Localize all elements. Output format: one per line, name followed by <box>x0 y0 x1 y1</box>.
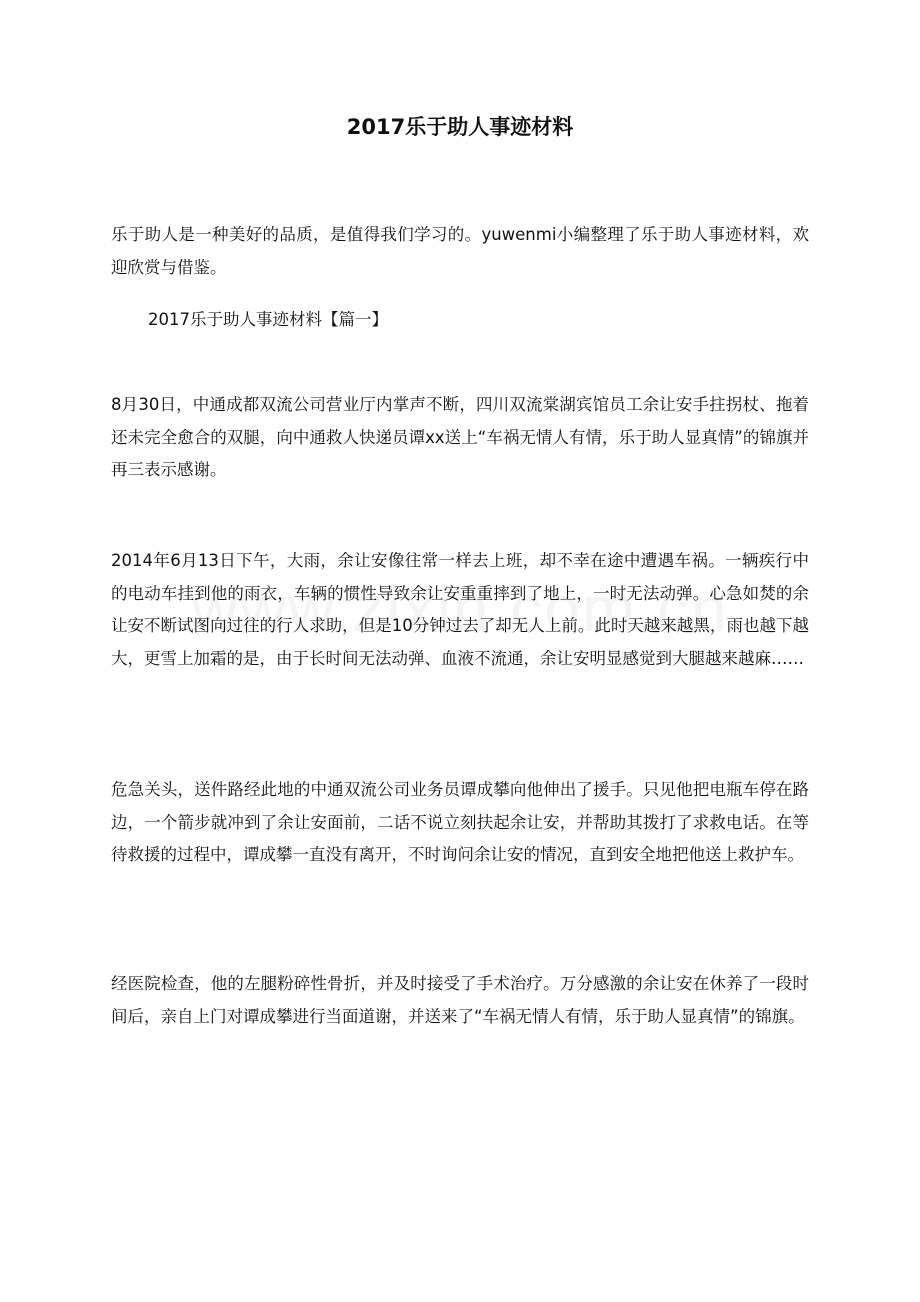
body-paragraph-2: 2014年6月13日下午，大雨，余让安像往常一样去上班，却不幸在途中遭遇车祸。一辆疾行中的电动车挂到他的雨衣，车辆的惯性导致余让安重重摔到了地上，一时无法动弹。心急如焚的余让安不断试图向过往的行人求助，但是10分钟过去了却无人上前。此时天越来越黑，雨也越下越大，更雪上加霜的是，由于长时间无法动弹、血液不流通，余让安明显感觉到大腿越来越麻…… <box>111 551 809 668</box>
document-title: 2017乐于助人事迹材料 <box>346 115 574 139</box>
intro-paragraph: 乐于助人是一种美好的品质，是值得我们学习的。yuwenmi小编整理了乐于助人事迹材料，欢迎欣赏与借鉴。 <box>111 225 809 277</box>
body-paragraph-1: 8月30日，中通成都双流公司营业厅内掌声不断，四川双流棠湖宾馆员工余让安手拄拐杖、拖着还未完全愈合的双腿，向中通救人快递员谭xx送上“车祸无情人有情，乐于助人显真情”的锦旗并再三表示感谢。 <box>111 395 809 479</box>
body-paragraph-4: 经医院检查，他的左腿粉碎性骨折，并及时接受了手术治疗。万分感激的余让安在休养了一段时间后，亲自上门对谭成攀进行当面道谢，并送来了“车祸无情人有情，乐于助人显真情”的锦旗。 <box>111 974 809 1026</box>
body-paragraph-3: 危急关头，送件路经此地的中通双流公司业务员谭成攀向他伸出了援手。只见他把电瓶车停在路边，一个箭步就冲到了余让安面前，二话不说立刻扶起余让安，并帮助其拨打了求救电话。在等待救援的过程中，谭成攀一直没有离开，不时询问余让安的情况，直到安全地把他送上救护车。 <box>111 780 809 864</box>
section-heading: 2017乐于助人事迹材料【篇一】 <box>148 310 388 329</box>
